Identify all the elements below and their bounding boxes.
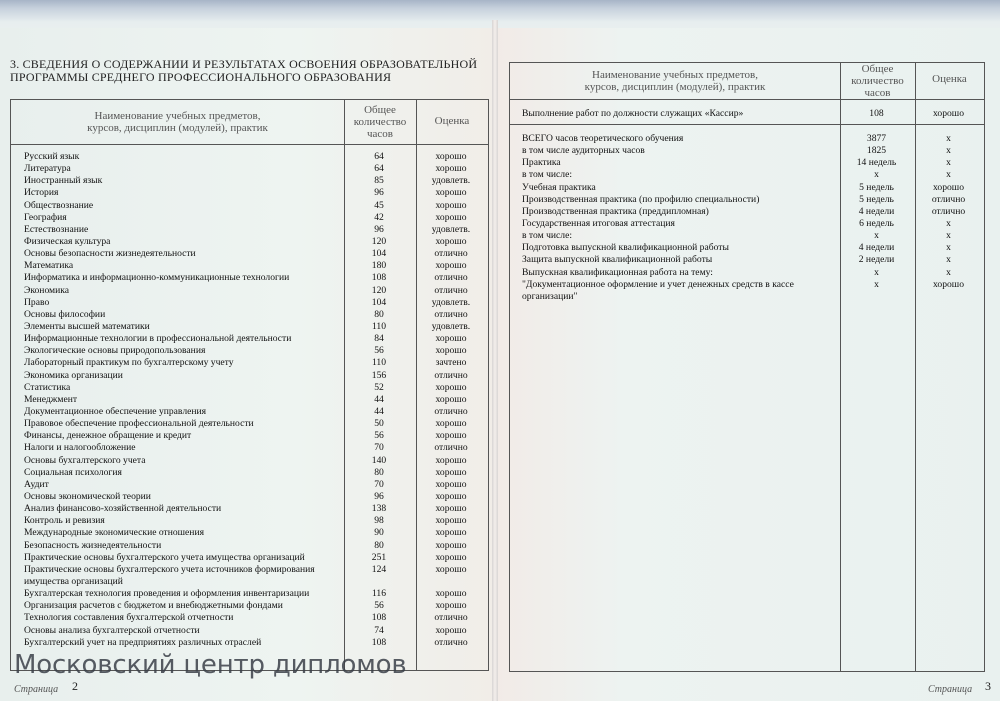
table-row	[522, 169, 982, 181]
right-table-body	[522, 133, 982, 303]
table-row	[24, 515, 484, 527]
row-subject: Бухгалтерская технология проведения и оформления инвентаризации	[24, 588, 310, 600]
row-grade: хорошо	[435, 381, 467, 393]
row-hours: 70	[374, 478, 384, 490]
row-grade: хорошо	[932, 181, 964, 193]
row-grade: хорошо	[435, 478, 467, 490]
row-grade: отлично	[434, 442, 468, 454]
row-hours: 42	[374, 211, 384, 223]
row-subject: в том числе аудиторных часов	[522, 145, 645, 157]
row-subject: в том числе:	[522, 169, 573, 181]
row-grade: хорошо	[435, 418, 467, 430]
table-row	[24, 357, 484, 369]
table-row	[24, 260, 484, 272]
row-grade: хорошо	[435, 333, 467, 345]
row-hours: 180	[371, 260, 387, 272]
row-subject: Менеджмент	[24, 393, 78, 405]
table-row	[24, 455, 484, 467]
row-subject: Контроль и ревизия	[24, 515, 105, 527]
row-grade: хорошо	[932, 108, 964, 119]
heading-line-1: 3. СВЕДЕНИЯ О СОДЕРЖАНИИ И РЕЗУЛЬТАТАХ ОСВОЕНИЯ ОБРАЗОВАТЕЛЬНОЙ	[10, 57, 478, 71]
row-hours: 64	[374, 151, 384, 162]
row-subject: Экономика	[24, 284, 70, 296]
row-hours: 50	[374, 418, 384, 430]
heading-line-2: ПРОГРАММЫ СРЕДНЕГО ПРОФЕССИОНАЛЬНОГО ОБРАЗОВАНИЯ	[10, 70, 392, 84]
row-hours: 80	[374, 539, 384, 551]
table-row	[24, 406, 484, 418]
row-grade: отлично	[434, 248, 468, 260]
table-row	[24, 200, 484, 212]
row-subject: Статистика	[24, 381, 71, 393]
table-row	[522, 279, 982, 303]
table-row	[24, 333, 484, 345]
row-grade: хорошо	[435, 260, 467, 272]
row-grade: x	[946, 133, 951, 144]
row-subject: Аудит	[24, 478, 49, 490]
row-hours: 120	[371, 284, 387, 296]
row-subject: Основы анализа бухгалтерской отчетности	[24, 624, 200, 636]
row-hours: x	[874, 230, 879, 242]
row-subject: Технология составления бухгалтерской отчетности	[24, 612, 234, 624]
row-grade: отлично	[434, 612, 468, 624]
row-grade: хорошо	[435, 466, 467, 478]
row-hours: 3877	[866, 133, 887, 144]
row-grade: отлично	[434, 405, 468, 417]
table-row	[24, 564, 484, 588]
row-grade: хорошо	[435, 563, 467, 575]
table-row	[24, 175, 484, 187]
table-row	[24, 479, 484, 491]
table-row	[24, 442, 484, 454]
row-grade: хорошо	[435, 539, 467, 551]
right-footer-label: Страница	[928, 684, 973, 695]
row-grade: хорошо	[435, 490, 467, 502]
table-row	[24, 552, 484, 564]
row-subject: Правовое обеспечение профессиональной деятельности	[24, 418, 254, 430]
row-subject: Практика	[522, 157, 561, 169]
row-subject: Иностранный язык	[24, 175, 103, 187]
table-row	[522, 206, 982, 218]
row-hours: 251	[371, 551, 387, 563]
row-grade: хорошо	[435, 527, 467, 539]
row-subject: Экономика организации	[24, 369, 123, 381]
row-hours: x	[874, 266, 879, 278]
row-subject: Подготовка выпускной квалификационной работы	[522, 242, 729, 254]
row-hours: 84	[374, 333, 384, 345]
row-grade: x	[946, 145, 951, 157]
table-row	[522, 254, 982, 266]
right-col-name-header: Наименование учебных предметов, курсов, дисциплин (модулей), практик	[584, 69, 766, 93]
row-subject: Безопасность жизнедеятельности	[24, 539, 162, 551]
table-row	[522, 218, 982, 230]
row-grade: хорошо	[435, 235, 467, 247]
row-grade: отлично	[434, 284, 468, 296]
table-row	[24, 503, 484, 515]
row-hours: 52	[374, 381, 384, 393]
row-subject: Производственная практика (преддипломная)	[522, 205, 709, 217]
table-row	[522, 157, 982, 169]
row-grade: хорошо	[435, 503, 467, 515]
table-row	[522, 133, 982, 145]
row-subject: Информационные технологии в профессиональной деятельности	[24, 333, 292, 345]
row-hours: 4 недели	[858, 205, 895, 217]
row-hours: x	[874, 169, 879, 181]
row-grade: хорошо	[435, 430, 467, 442]
row-subject: Бухгалтерский учет на предприятиях различных отраслей	[24, 636, 262, 648]
row-grade: зачтено	[435, 357, 467, 369]
row-grade: x	[946, 169, 951, 181]
row-grade: хорошо	[932, 278, 964, 290]
row-subject: Практические основы бухгалтерского учета имущества организаций	[24, 551, 305, 563]
row-subject: Обществознание	[24, 199, 94, 211]
table-row	[24, 345, 484, 357]
row-hours: 138	[371, 503, 387, 515]
row-hours: 1825	[866, 145, 887, 157]
row-subject: Налоги и налогообложение	[24, 442, 136, 454]
table-row	[522, 194, 982, 206]
table-row	[24, 163, 484, 175]
table-row	[522, 145, 982, 157]
table-row	[24, 418, 484, 430]
table-row	[24, 625, 484, 637]
row-hours: 56	[374, 600, 384, 612]
right-col-grade-header: Оценка	[932, 73, 967, 85]
table-row	[24, 321, 484, 333]
row-subject: Финансы, денежное обращение и кредит	[24, 430, 192, 442]
row-subject: Литература	[24, 163, 71, 175]
row-subject: Русский язык	[24, 151, 80, 162]
row-hours: 156	[371, 369, 387, 381]
row-subject: Основы безопасности жизнедеятельности	[24, 248, 196, 260]
row-grade: отлично	[931, 193, 966, 205]
row-grade: удовлетв.	[431, 320, 471, 332]
row-grade: хорошо	[435, 151, 467, 162]
row-hours: 80	[374, 466, 384, 478]
table-row	[24, 309, 484, 321]
row-subject: ВСЕГО часов теоретического обучения	[522, 133, 684, 144]
row-grade: хорошо	[435, 600, 467, 612]
row-grade: x	[946, 157, 951, 169]
row-hours: 6 недель	[859, 217, 894, 229]
row-hours: 96	[374, 223, 384, 235]
row-grade: хорошо	[435, 345, 467, 357]
row-hours: 80	[374, 308, 384, 320]
row-subject: География	[24, 211, 67, 223]
watermark-text: Московский центр дипломов	[14, 650, 407, 680]
row-subject: в том числе:	[522, 230, 573, 242]
table-row	[24, 224, 484, 236]
table-row	[24, 588, 484, 600]
table-row	[24, 272, 484, 284]
row-hours: 96	[374, 490, 384, 502]
row-hours: 116	[371, 588, 387, 600]
row-subject: Производственная практика (по профилю специальности)	[522, 193, 760, 205]
row-grade: отлично	[434, 308, 468, 320]
row-hours: 108	[371, 612, 387, 624]
row-hours: 104	[371, 296, 387, 308]
table-row	[24, 467, 484, 479]
row-hours: 98	[374, 515, 384, 527]
left-col-hours-header: Общее количество часов	[353, 104, 407, 140]
row-subject: "Документационное оформление и учет денежных средств в кассе организации"	[522, 278, 794, 302]
row-hours: 5 недель	[859, 193, 894, 205]
row-grade: хорошо	[435, 515, 467, 527]
row-subject: Организация расчетов с бюджетом и внебюджетными фондами	[24, 600, 283, 612]
row-hours: 110	[371, 320, 387, 332]
row-subject: Математика	[24, 260, 74, 272]
row-hours: 108	[869, 108, 884, 119]
table-row	[522, 267, 982, 279]
row-grade: удовлетв.	[431, 175, 471, 187]
section-heading	[10, 58, 490, 84]
left-col-name-header: Наименование учебных предметов, курсов, дисциплин (модулей), практик	[87, 110, 268, 134]
row-subject: Учебная практика	[522, 181, 596, 193]
row-hours: 74	[374, 624, 384, 636]
row-hours: 96	[374, 187, 384, 199]
row-hours: 4 недели	[858, 242, 895, 254]
page-gutter	[492, 20, 498, 701]
table-row	[24, 612, 484, 624]
right-top-row	[522, 108, 982, 120]
row-subject: Элементы высшей математики	[24, 320, 150, 332]
table-row	[24, 151, 484, 163]
row-grade: хорошо	[435, 393, 467, 405]
row-hours: 2 недели	[858, 254, 895, 266]
row-hours: 140	[371, 454, 387, 466]
row-subject: Международные экономические отношения	[24, 527, 204, 539]
row-hours: 56	[374, 345, 384, 357]
row-subject: Естествознание	[24, 223, 89, 235]
row-subject: Практические основы бухгалтерского учета источников формирования имущества организаций	[24, 563, 315, 587]
table-row	[24, 285, 484, 297]
row-subject: Документационное обеспечение управления	[24, 405, 207, 417]
table-row	[24, 491, 484, 503]
table-row	[24, 236, 484, 248]
row-grade: отлично	[931, 205, 966, 217]
row-grade: хорошо	[435, 199, 467, 211]
row-subject: Основы бухгалтерского учета	[24, 454, 146, 466]
left-page-number: 2	[72, 679, 78, 693]
row-grade: x	[946, 266, 951, 278]
table-row	[24, 394, 484, 406]
row-subject: Выполнение работ по должности служащих «Кассир»	[522, 108, 744, 119]
row-subject: История	[24, 187, 59, 199]
row-grade: x	[946, 254, 951, 266]
row-hours: x	[874, 278, 879, 290]
table-row	[24, 382, 484, 394]
row-hours: 90	[374, 527, 384, 539]
row-subject: Социальная психология	[24, 466, 122, 478]
row-subject: Экологические основы природопользования	[24, 345, 206, 357]
row-grade: x	[946, 242, 951, 254]
left-table-body	[24, 151, 484, 649]
row-subject: Выпускная квалификационная работа на тему:	[522, 266, 713, 278]
table-row	[522, 230, 982, 242]
row-subject: Основы экономической теории	[24, 490, 151, 502]
table-row	[24, 212, 484, 224]
right-col-hours-header: Общее количество часов	[851, 63, 904, 99]
right-top-row-divider	[509, 124, 985, 125]
row-grade: удовлетв.	[431, 223, 471, 235]
table-row	[522, 182, 982, 194]
row-hours: 70	[374, 442, 384, 454]
row-hours: 110	[371, 357, 387, 369]
row-grade: хорошо	[435, 454, 467, 466]
row-grade: отлично	[434, 636, 468, 648]
row-hours: 56	[374, 430, 384, 442]
row-grade: хорошо	[435, 163, 467, 175]
table-row	[24, 527, 484, 539]
row-hours: 5 недель	[859, 181, 894, 193]
table-row	[24, 600, 484, 612]
table-row	[24, 248, 484, 260]
row-grade: хорошо	[435, 187, 467, 199]
row-hours: 64	[374, 163, 384, 175]
row-grade: хорошо	[435, 211, 467, 223]
row-subject: Государственная итоговая аттестация	[522, 217, 675, 229]
row-hours: 124	[371, 563, 387, 575]
left-footer-label: Страница	[14, 684, 59, 695]
table-row	[24, 297, 484, 309]
row-subject: Информатика и информационно-коммуникационные технологии	[24, 272, 290, 284]
row-subject: Основы философии	[24, 308, 106, 320]
row-hours: 104	[371, 248, 387, 260]
row-subject: Лабораторный практикум по бухгалтерскому учету	[24, 357, 234, 369]
left-col-grade-header: Оценка	[434, 115, 470, 127]
table-row	[24, 187, 484, 199]
row-grade: x	[946, 230, 951, 242]
table-row	[24, 540, 484, 552]
row-hours: 44	[374, 393, 384, 405]
table-row	[522, 242, 982, 254]
row-subject: Анализ финансово-хозяйственной деятельности	[24, 503, 222, 515]
right-page-number: 3	[985, 679, 991, 693]
row-grade: отлично	[434, 369, 468, 381]
row-subject: Право	[24, 296, 50, 308]
table-row	[24, 370, 484, 382]
row-hours: 45	[374, 199, 384, 211]
row-hours: 108	[371, 272, 387, 284]
row-hours: 120	[371, 235, 387, 247]
row-hours: 14 недель	[856, 157, 897, 169]
row-grade: удовлетв.	[431, 296, 471, 308]
row-hours: 85	[374, 175, 384, 187]
row-subject: Физическая культура	[24, 235, 111, 247]
row-grade: хорошо	[435, 551, 467, 563]
table-row	[24, 430, 484, 442]
row-hours: 108	[371, 636, 387, 648]
row-grade: хорошо	[435, 624, 467, 636]
row-subject: Защита выпускной квалификационной работы	[522, 254, 713, 266]
row-grade: хорошо	[435, 588, 467, 600]
row-grade: x	[946, 217, 951, 229]
row-hours: 44	[374, 405, 384, 417]
row-grade: отлично	[434, 272, 468, 284]
table-row	[24, 637, 484, 649]
